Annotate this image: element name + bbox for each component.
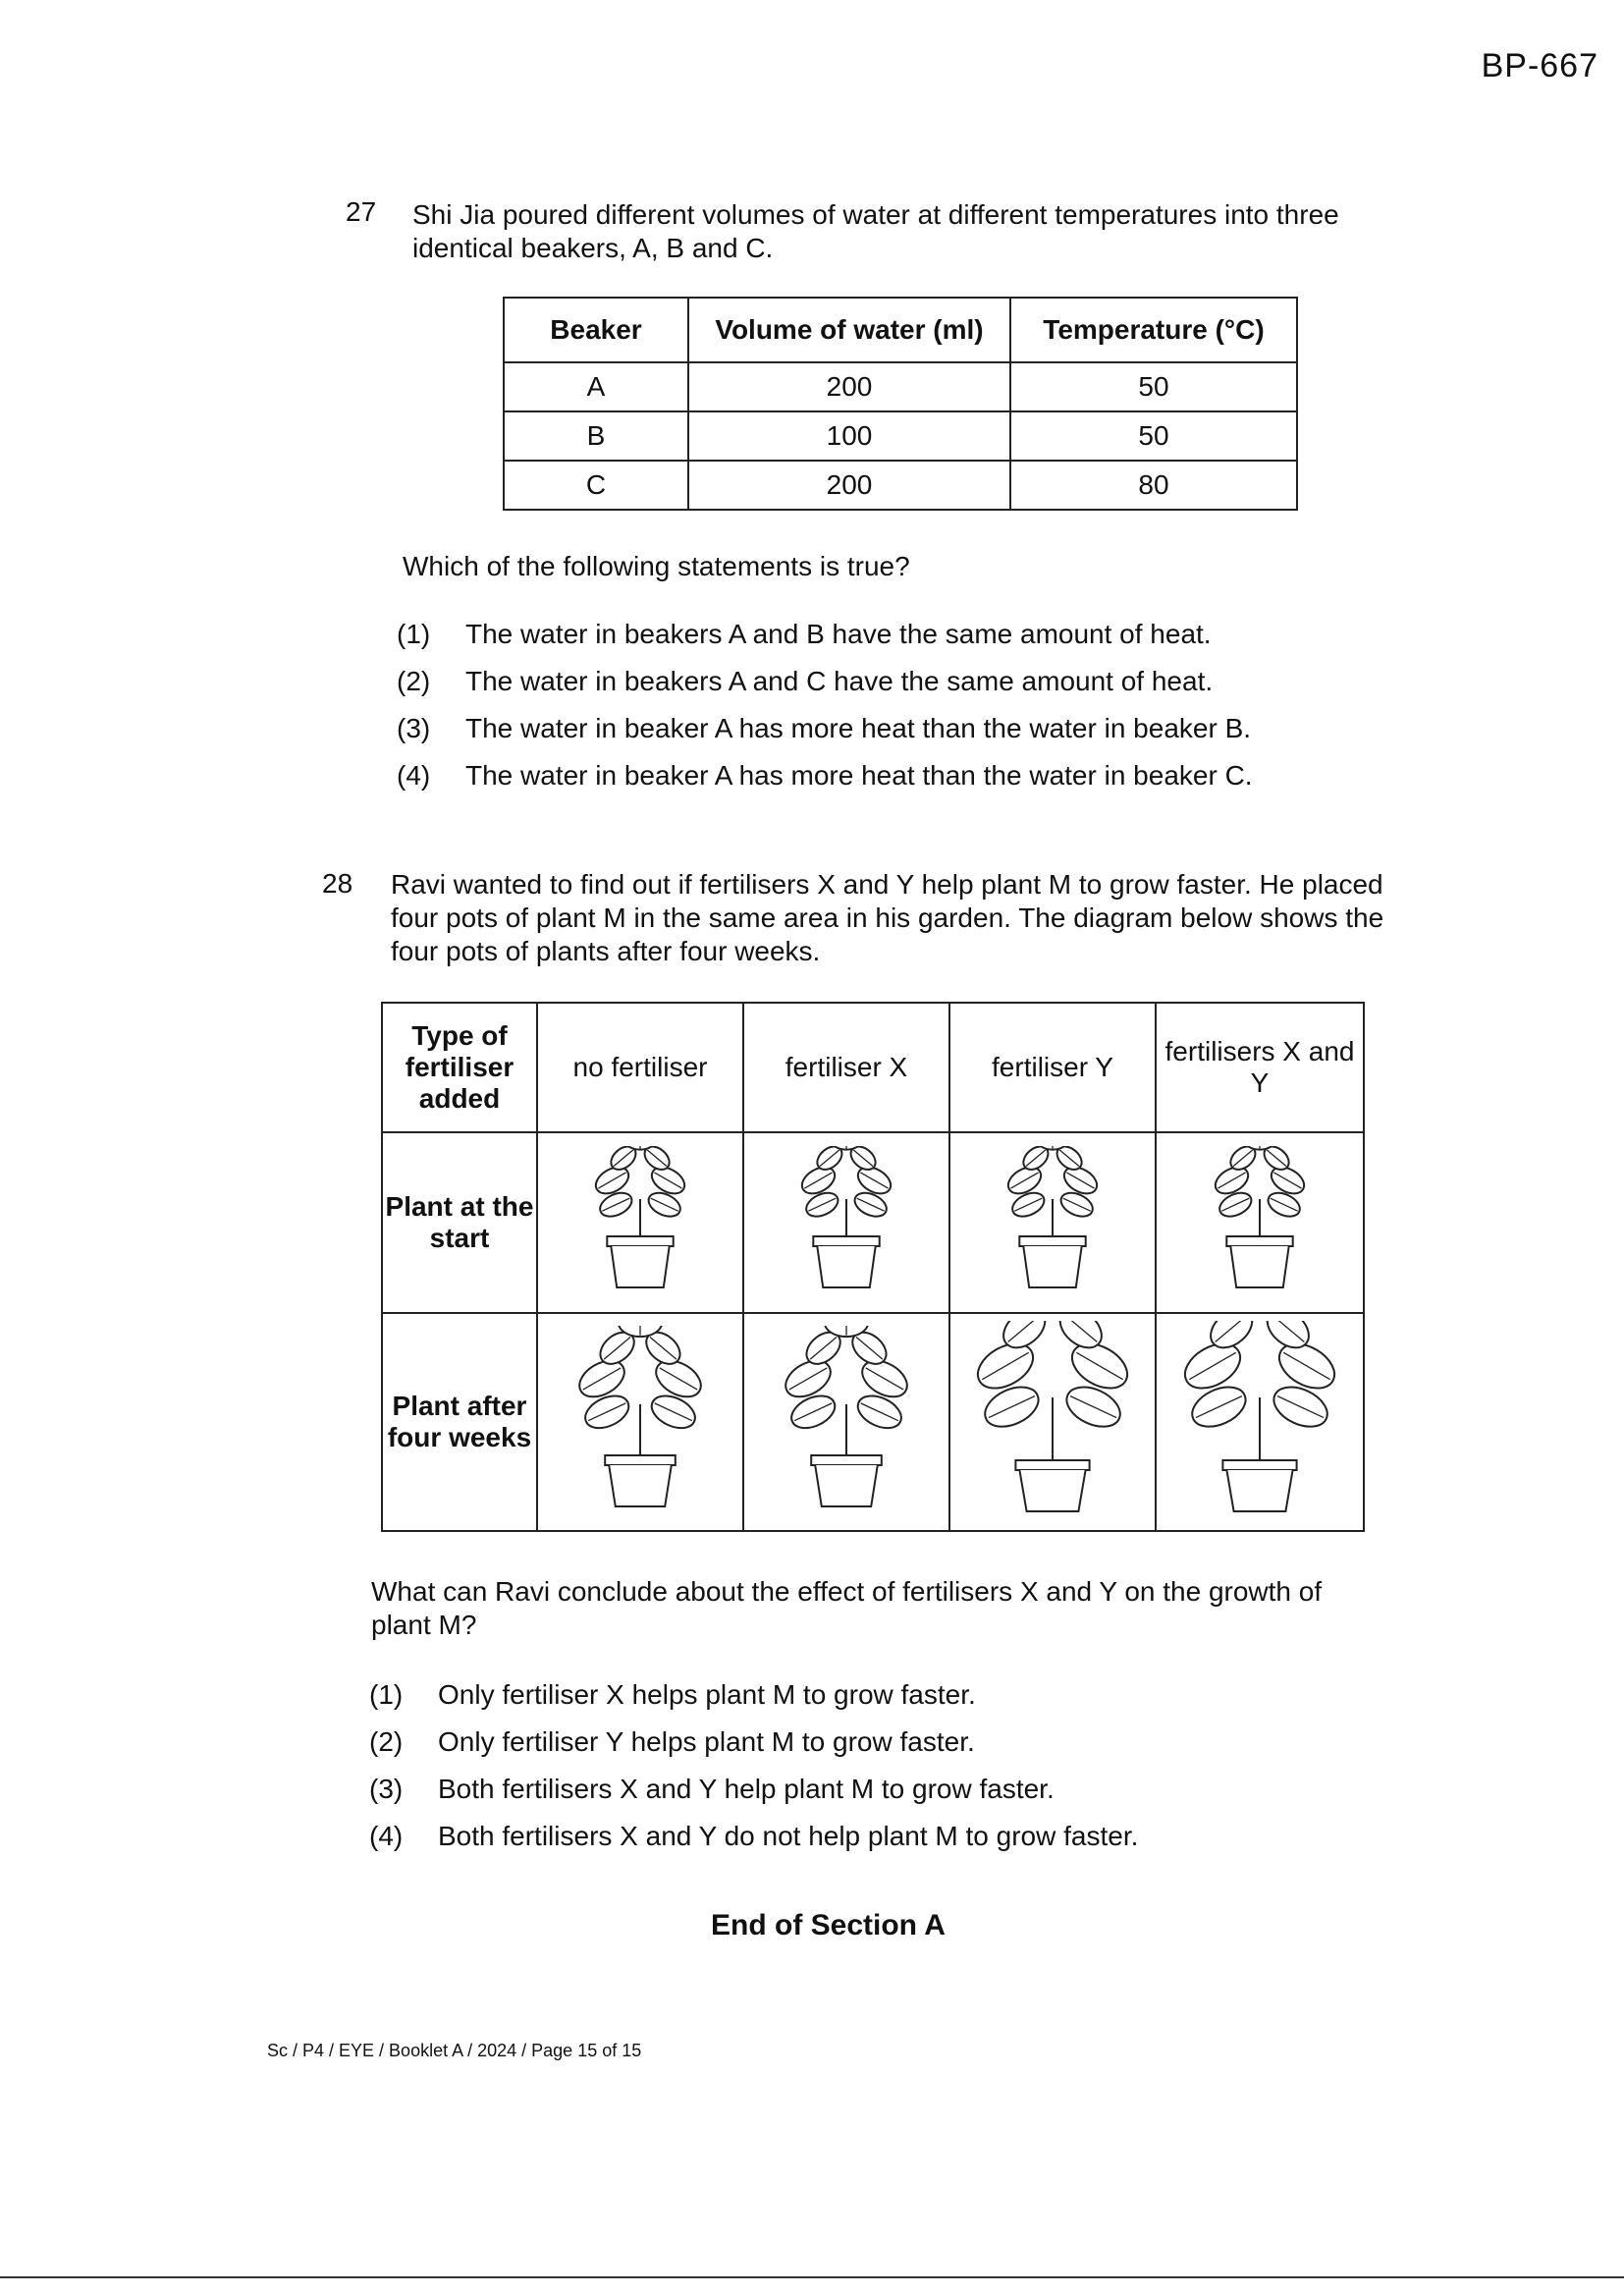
q27-table: [503, 297, 1298, 511]
option[interactable]: [397, 713, 1253, 760]
column-header: fertiliser Y: [949, 1003, 1156, 1132]
option-number: (3): [369, 1774, 404, 1804]
table-row: [504, 461, 1297, 510]
q28-number: 28: [322, 868, 353, 899]
table-cell: A: [504, 362, 688, 411]
option-number: (2): [369, 1726, 404, 1757]
option-text: Only fertiliser Y helps plant M to grow faster.: [438, 1726, 975, 1757]
option[interactable]: [369, 1726, 1138, 1774]
option[interactable]: [369, 1774, 1138, 1821]
option[interactable]: [369, 1821, 1138, 1868]
option[interactable]: [397, 666, 1253, 713]
end-of-section: End of Section A: [711, 1909, 946, 1941]
table-header: Temperature (°C): [1010, 298, 1297, 362]
q27-number: 27: [346, 196, 377, 227]
table-cell: B: [504, 411, 688, 461]
table-cell: C: [504, 461, 688, 510]
option-number: (4): [397, 760, 431, 791]
table-cell: 200: [688, 362, 1010, 411]
bottom-rule: [0, 2276, 1624, 2278]
option[interactable]: [397, 619, 1253, 666]
q28-text: Ravi wanted to find out if fertilisers X and Y help plant M to grow faster. He placed four pots of plant M in the same area in his garden. The diagram below shows the four pots of plants after four weeks.: [391, 869, 1384, 966]
table-cell: 80: [1010, 461, 1297, 510]
plant-after-image: [949, 1313, 1156, 1531]
option-number: (3): [397, 713, 431, 743]
row-label-start: Plant at the start: [382, 1132, 537, 1313]
option-number: (2): [397, 666, 431, 696]
option-text: The water in beaker A has more heat than the water in beaker B.: [465, 713, 1252, 743]
column-header: fertiliser X: [743, 1003, 949, 1132]
option-number: (4): [369, 1821, 404, 1851]
column-header: fertilisers X and Y: [1156, 1003, 1364, 1132]
q28-options: [369, 1679, 1138, 1868]
page-footer: Sc / P4 / EYE / Booklet A / 2024 / Page 15 of 15: [267, 2041, 642, 2060]
table-row: [504, 362, 1297, 411]
table-header: Volume of water (ml): [688, 298, 1010, 362]
table-cell: 50: [1010, 362, 1297, 411]
plant-after-image: [537, 1313, 743, 1531]
option-number: (1): [397, 619, 431, 649]
table-cell: 100: [688, 411, 1010, 461]
plant-start-image: [743, 1132, 949, 1313]
table-cell: 200: [688, 461, 1010, 510]
table-row: [504, 411, 1297, 461]
column-header: no fertiliser: [537, 1003, 743, 1132]
option-text: Only fertiliser X helps plant M to grow faster.: [438, 1679, 976, 1710]
row-label-after: Plant after four weeks: [382, 1313, 537, 1531]
option[interactable]: [397, 760, 1253, 807]
plant-after-image: [743, 1313, 949, 1531]
row-label-fertiliser: Type of fertiliser added: [382, 1003, 537, 1132]
option[interactable]: [369, 1679, 1138, 1726]
option-text: Both fertilisers X and Y do not help plant M to grow faster.: [438, 1821, 1139, 1851]
plant-start-image: [1156, 1132, 1364, 1313]
q28-table: [381, 1002, 1365, 1532]
plant-start-image: [949, 1132, 1156, 1313]
option-text: The water in beaker A has more heat than the water in beaker C.: [465, 760, 1253, 791]
page-code: BP-667: [1481, 47, 1598, 84]
table-header: Beaker: [504, 298, 688, 362]
q28-question: What can Ravi conclude about the effect of fertilisers X and Y on the growth of plant M?: [371, 1576, 1323, 1640]
plant-after-image: [1156, 1313, 1364, 1531]
option-number: (1): [369, 1679, 404, 1710]
q27-options: [397, 619, 1253, 807]
option-text: Both fertilisers X and Y help plant M to grow faster.: [438, 1774, 1055, 1804]
q27-text: Shi Jia poured different volumes of water at different temperatures into three identical beakers, A, B and C.: [412, 199, 1339, 263]
q27-question: Which of the following statements is true?: [403, 551, 910, 581]
table-cell: 50: [1010, 411, 1297, 461]
option-text: The water in beakers A and C have the same amount of heat.: [465, 666, 1214, 696]
option-text: The water in beakers A and B have the same amount of heat.: [465, 619, 1212, 649]
plant-start-image: [537, 1132, 743, 1313]
